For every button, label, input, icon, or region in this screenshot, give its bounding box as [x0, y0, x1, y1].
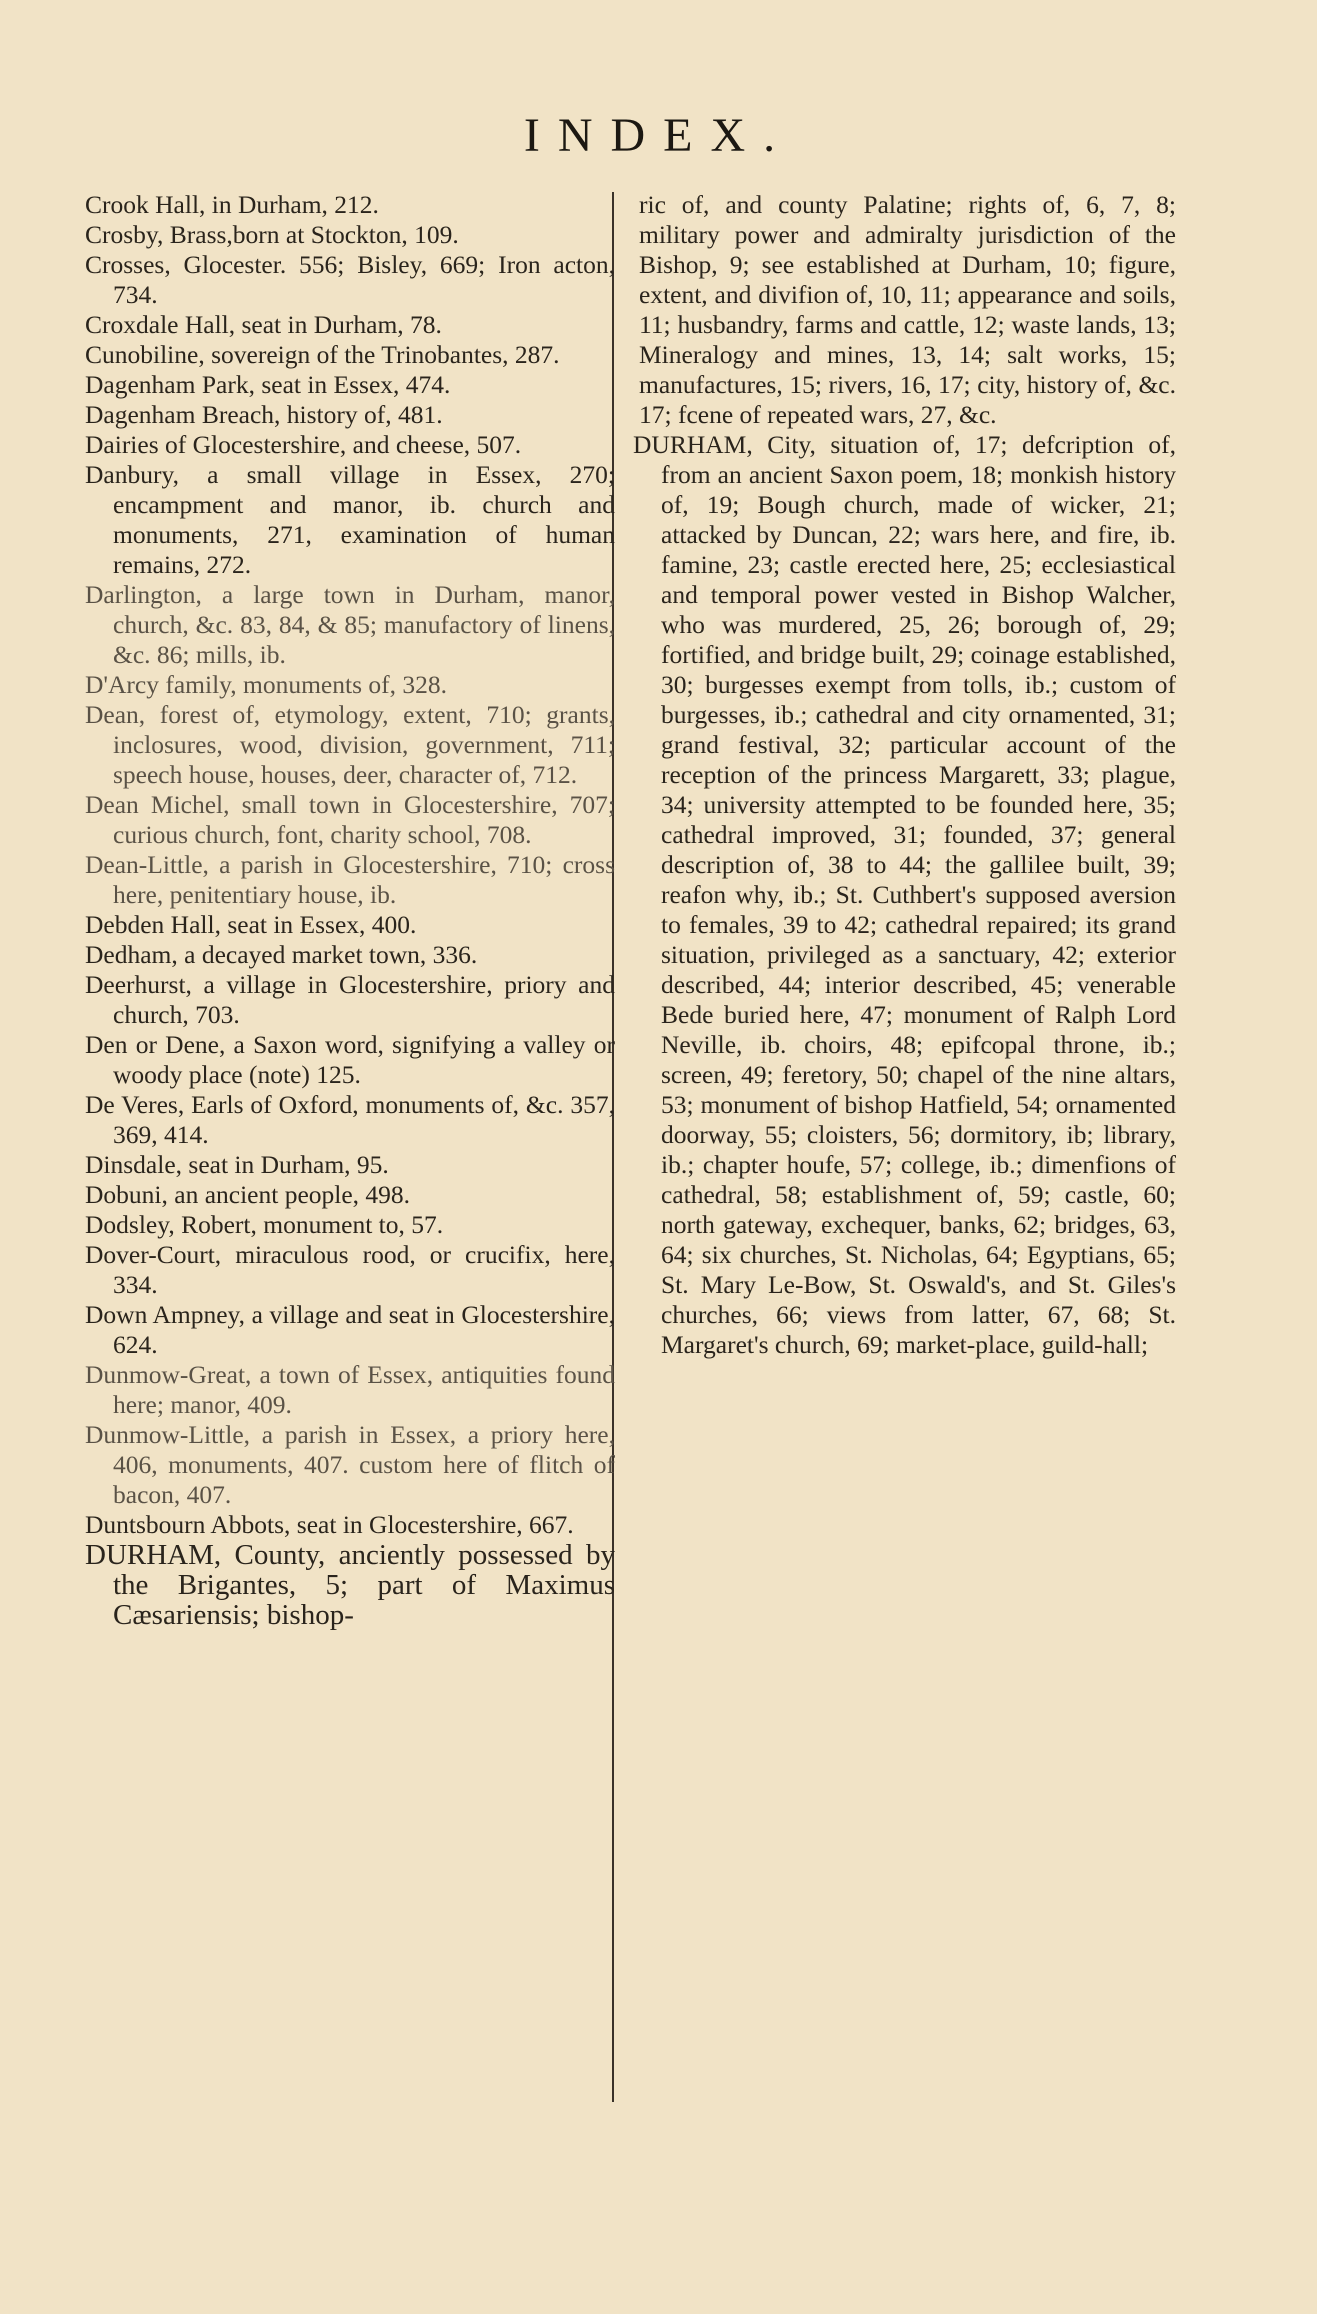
index-entry: Dairies of Glocestershire, and cheese, 507.: [85, 430, 522, 459]
left-column: [85, 190, 615, 1630]
index-entry: Dean Michel, small town in Glocestershire, 707; curious church, font, charity school, 708.: [85, 790, 615, 849]
index-entry: D'Arcy family, monuments of, 328.: [85, 670, 448, 699]
index-entry: Crosses, Glocester. 556; Bisley, 669; Iron acton, 734.: [85, 250, 615, 309]
index-entry: Dinsdale, seat in Durham, 95.: [85, 1150, 389, 1179]
index-entry: Danbury, a small village in Essex, 270; encampment and manor, ib. church and monuments, 271, examination of human remains, 272.: [85, 460, 615, 579]
index-entry: Den or Dene, a Saxon word, signifying a valley or woody place (note) 125.: [85, 1030, 615, 1089]
index-entry: Dodsley, Robert, monument to, 57.: [85, 1210, 444, 1239]
index-entry: Dedham, a decayed market town, 336.: [85, 940, 478, 969]
index-entry: Cunobiline, sovereign of the Trinobantes, 287.: [85, 340, 560, 369]
index-entry: DURHAM, County, anciently possessed by the Brigantes, 5; part of Maximus Cæsariensis; bishop-: [85, 1539, 615, 1631]
page-title: INDEX.: [523, 109, 794, 162]
index-entry: Deerhurst, a village in Glocestershire, priory and church, 703.: [85, 970, 615, 1029]
index-entry: Crosby, Brass,born at Stockton, 109.: [85, 220, 459, 249]
index-entry: Down Ampney, a village and seat in Glocestershire, 624.: [85, 1300, 615, 1359]
index-entry: Dagenham Breach, history of, 481.: [85, 400, 443, 429]
index-entry: Dobuni, an ancient people, 498.: [85, 1180, 411, 1209]
index-entry: Dean-Little, a parish in Glocestershire, 710; cross here, penitentiary house, ib.: [85, 850, 615, 909]
index-entry: Darlington, a large town in Durham, manor, church, &c. 83, 84, & 85; manufactory of linens, &c. 86; mills, ib.: [85, 580, 615, 669]
index-entry: Dunmow-Little, a parish in Essex, a priory here, 406, monuments, 407. custom here of flitch of bacon, 407.: [85, 1420, 615, 1509]
index-entry: Dagenham Park, seat in Essex, 474.: [85, 370, 451, 399]
right-column: [633, 190, 1176, 1360]
index-entry: DURHAM, City, situation of, 17; defcription of, from an ancient Saxon poem, 18; monkish history of, 19; Bough church, made of wicker, 21; attacked by Duncan, 22; wars here, and fire, ib. famine, 23; castle erected here, 25; ecclesiastical and temporal power vested in Bishop Walcher, who was murdered, 25, 26; borough of, 29; fortified, and bridge built, 29; coinage established, 30; burgesses exempt from tolls, ib.; custom of burgesses, ib.; cathedral and city ornamented, 31; grand festival, 32; particular account of the reception of the princess Margarett, 33; plague, 34; university attempted to be founded here, 35; cathedral improved, 31; founded, 37; general description of, 38 to 44; the gallilee built, 39; reafon why, ib.; St. Cuthbert's supposed aversion to females, 39 to 42; cathedral repaired; its grand situation, privileged as a sanctuary, 42; exterior described, 44; interior described, 45; venerable Bede buried here, 47; monument of Ralph Lord Neville, ib. choirs, 48; epifcopal throne, ib.; screen, 49; feretory, 50; chapel of the nine altars, 53; monument of bishop Hatfield, 54; ornamented doorway, 55; cloisters, 56; dormitory, ib; library, ib.; chapter houfe, 57; college, ib.; dimenfions of cathedral, 58; establishment of, 59; castle, 60; north gateway, exchequer, banks, 62; bridges, 63, 64; six churches, St. Nicholas, 64; Egyptians, 65; St. Mary Le-Bow, St. Oswald's, and St. Giles's churches, 66; views from latter, 67, 68; St. Margaret's church, 69; market-place, guild-hall;: [633, 430, 1176, 1359]
index-entry: ric of, and county Palatine; rights of, 6, 7, 8; military power and admiralty jurisdiction of the Bishop, 9; see established at Durham, 10; figure, extent, and divifion of, 10, 11; appearance and soils, 11; husbandry, farms and cattle, 12; waste lands, 13; Mineralogy and mines, 13, 14; salt works, 15; manufactures, 15; rivers, 16, 17; city, history of, &c. 17; fcene of repeated wars, 27, &c.: [639, 190, 1176, 429]
index-entry: Dean, forest of, etymology, extent, 710; grants, inclosures, wood, division, government, 711; speech house, houses, deer, character of, 712.: [85, 700, 615, 789]
index-entry: Crook Hall, in Durham, 212.: [85, 190, 379, 219]
index-entry: Debden Hall, seat in Essex, 400.: [85, 910, 417, 939]
index-entry: Croxdale Hall, seat in Durham, 78.: [85, 310, 442, 339]
index-entry: De Veres, Earls of Oxford, monuments of, &c. 357, 369, 414.: [85, 1090, 615, 1149]
index-entry: Dunmow-Great, a town of Essex, antiquities found here; manor, 409.: [85, 1360, 615, 1419]
index-entry: Dover-Court, miraculous rood, or crucifix, here, 334.: [85, 1240, 615, 1299]
index-entry: Duntsbourn Abbots, seat in Glocestershire, 667.: [85, 1510, 574, 1539]
